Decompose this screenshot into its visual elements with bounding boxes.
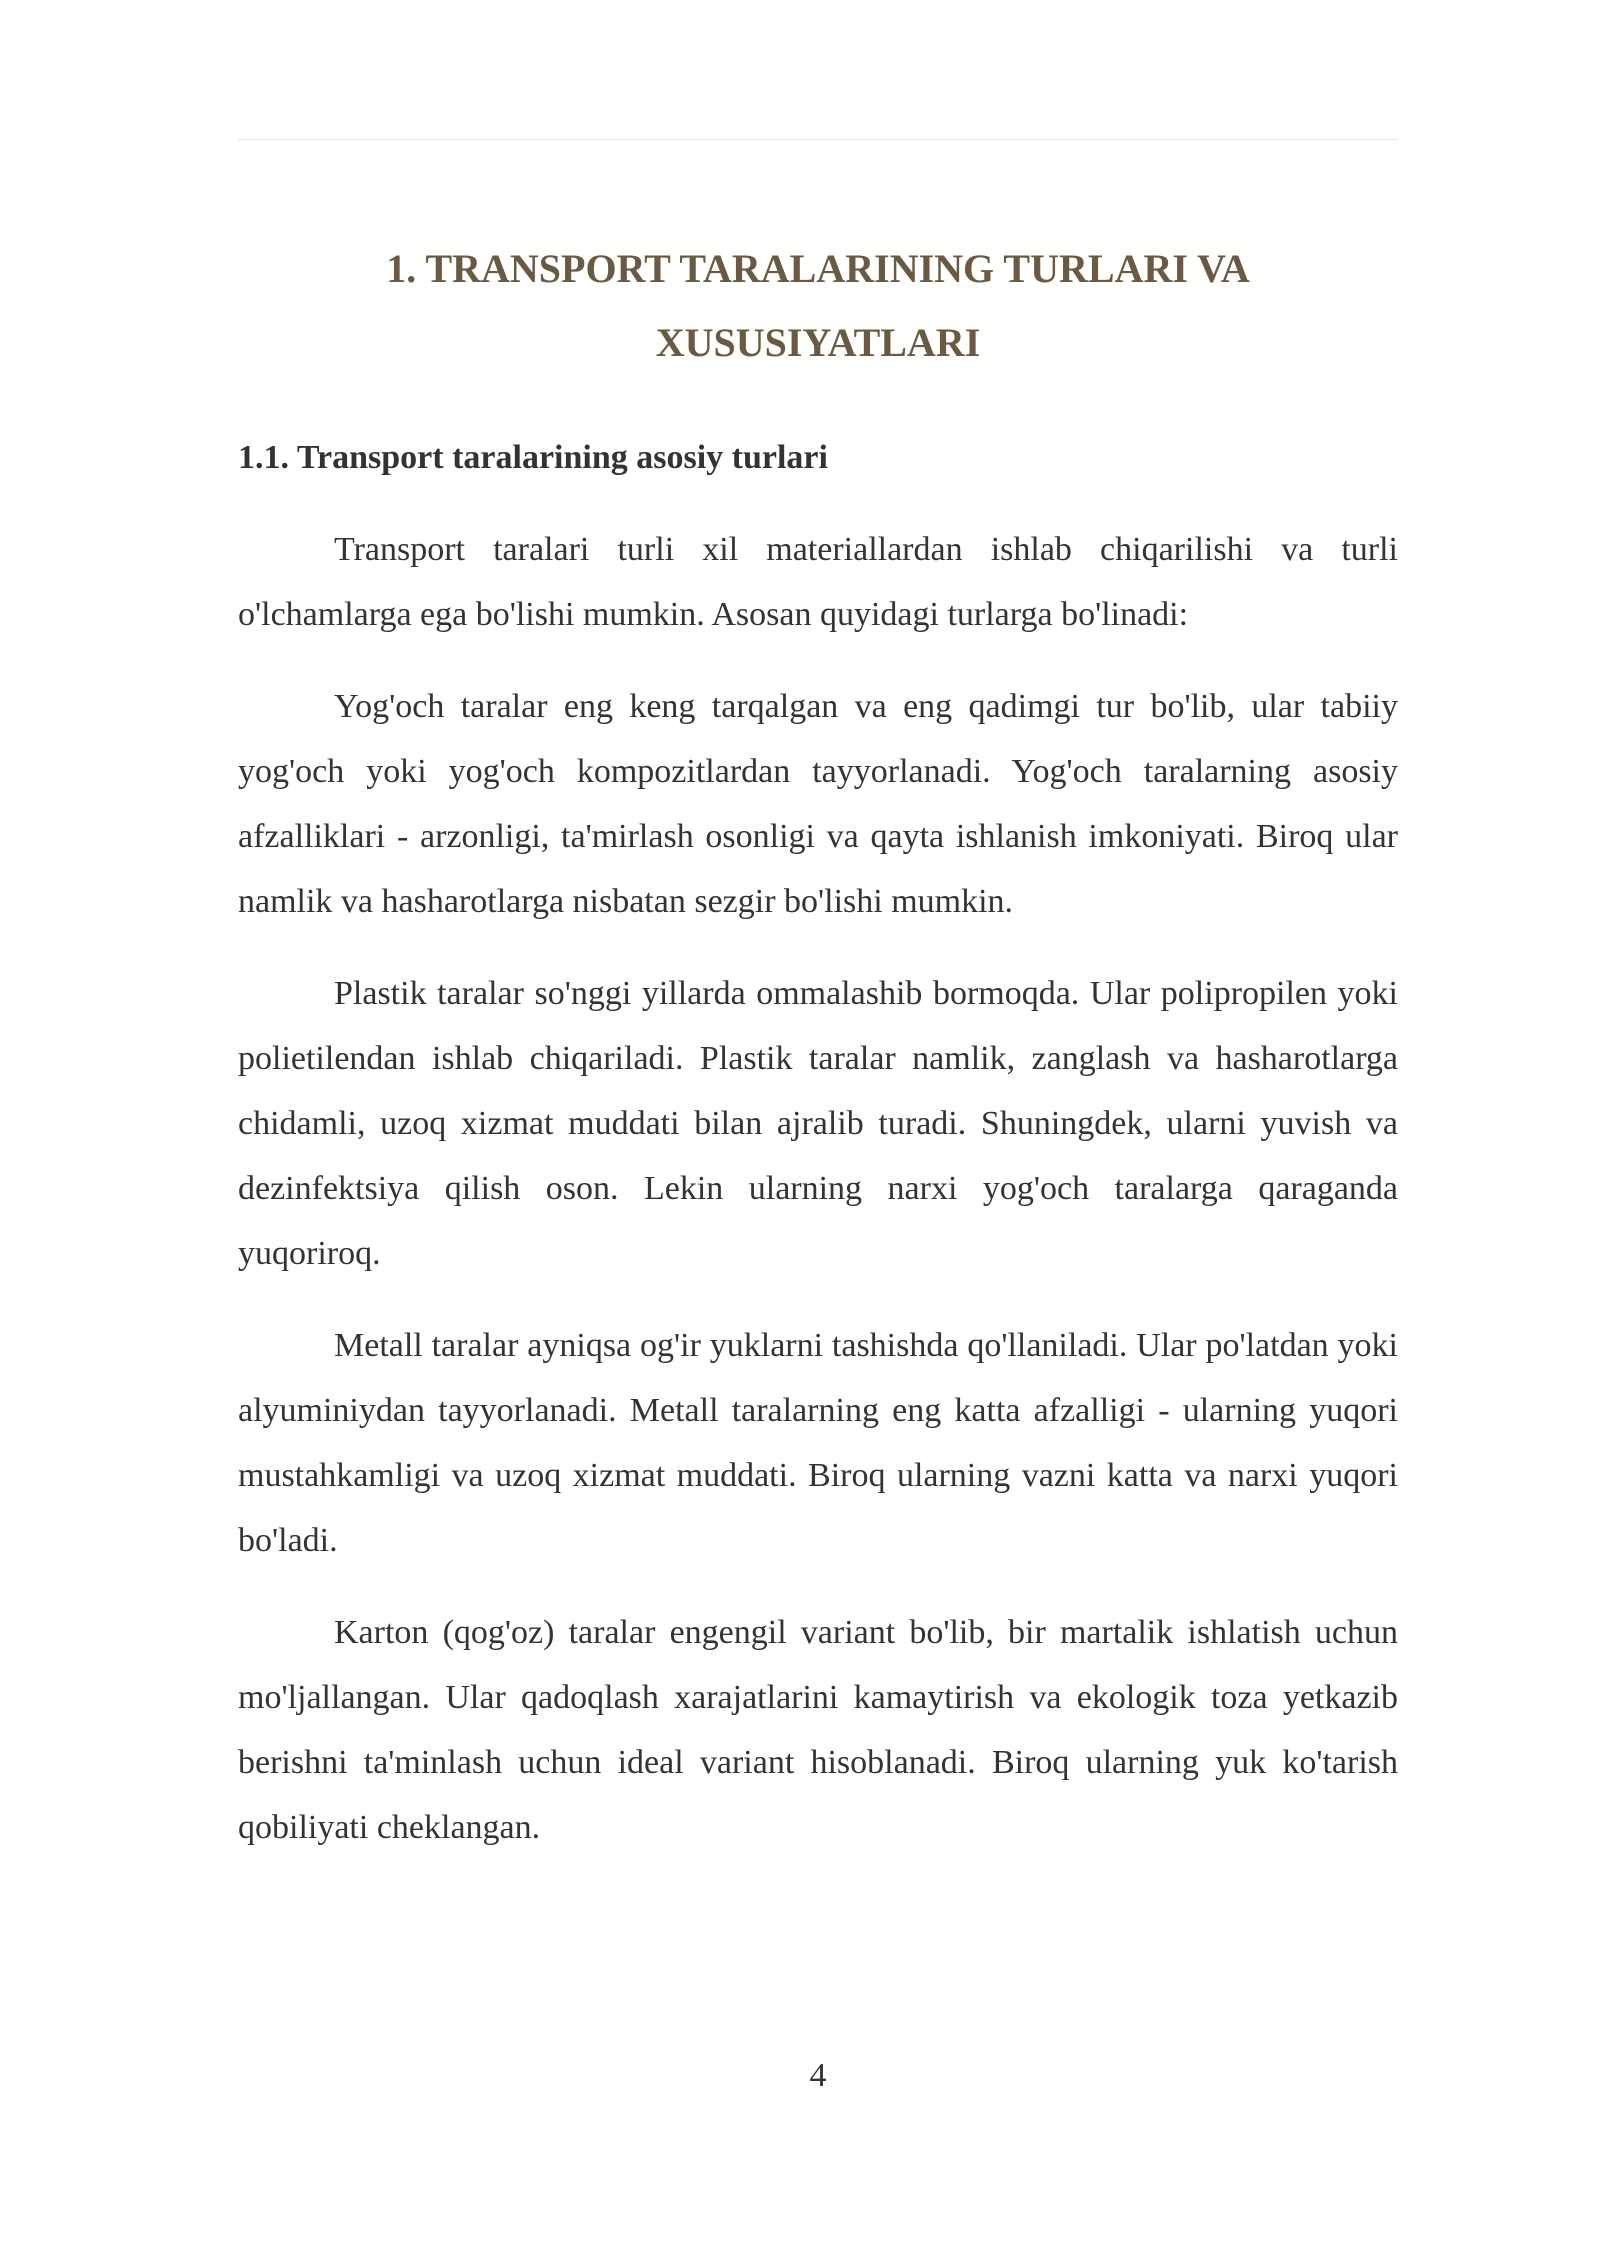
chapter-title-line-1: 1. TRANSPORT TARALARINING TURLARI VA (386, 246, 1250, 291)
chapter-title-line-2: XUSUSIYATLARI (655, 320, 981, 365)
section-heading: 1.1. Transport taralarining asosiy turlari (238, 439, 828, 476)
paragraph-cardboard-pallets: Karton (qog'oz) taralar engengil variant bo'lib, bir martalik ishlatish uchun mo'ljallangan. Ular qadoqlash xarajatlarini kamaytirish va ekologik toza yetkazib berishni ta'minlash uchun ideal variant hisoblanadi. Biroq ularning yuk ko'tarish qobiliyati cheklangan. (238, 1614, 1398, 1846)
paragraph-intro: Transport taralari turli xil materiallardan ishlab chiqarilishi va turli o'lchamlarga ega bo'lishi mumkin. Asosan quyidagi turlarga bo'linadi: (238, 531, 1398, 633)
paragraph-wooden-pallets: Yog'och taralar eng keng tarqalgan va eng qadimgi tur bo'lib, ular tabiiy yog'och yoki yog'och kompozitlardan tayyorlanadi. Yog'och taralarning asosiy afzalliklari - arzonligi, ta'mirlash osonligi va qayta ishlanish imkoniyati. Biroq ular namlik va hasharotlarga nisbatan sezgir bo'lishi mumkin. (238, 688, 1398, 920)
page-number: 4 (809, 2057, 827, 2094)
chapter-title (238, 232, 1398, 380)
paragraph-metal-pallets: Metall taralar ayniqsa og'ir yuklarni tashishda qo'llaniladi. Ular po'latdan yoki alyuminiydan tayyorlanadi. Metall taralarning eng katta afzalligi - ularning yuqori mustahkamligi va uzoq xizmat muddati. Biroq ularning vazni katta va narxi yuqori bo'ladi. (238, 1327, 1398, 1559)
header-rule (238, 139, 1398, 140)
paragraph-plastic-pallets: Plastik taralar so'nggi yillarda ommalashib bormoqda. Ular polipropilen yoki polietilendan ishlab chiqariladi. Plastik taralar namlik, zanglash va hasharotlarga chidamli, uzoq xizmat muddati bilan ajralib turadi. Shuningdek, ularni yuvish va dezinfektsiya qilish oson. Lekin ularning narxi yog'och taralarga qaraganda yuqoriroq. (238, 975, 1398, 1272)
body-text (238, 517, 1398, 1887)
